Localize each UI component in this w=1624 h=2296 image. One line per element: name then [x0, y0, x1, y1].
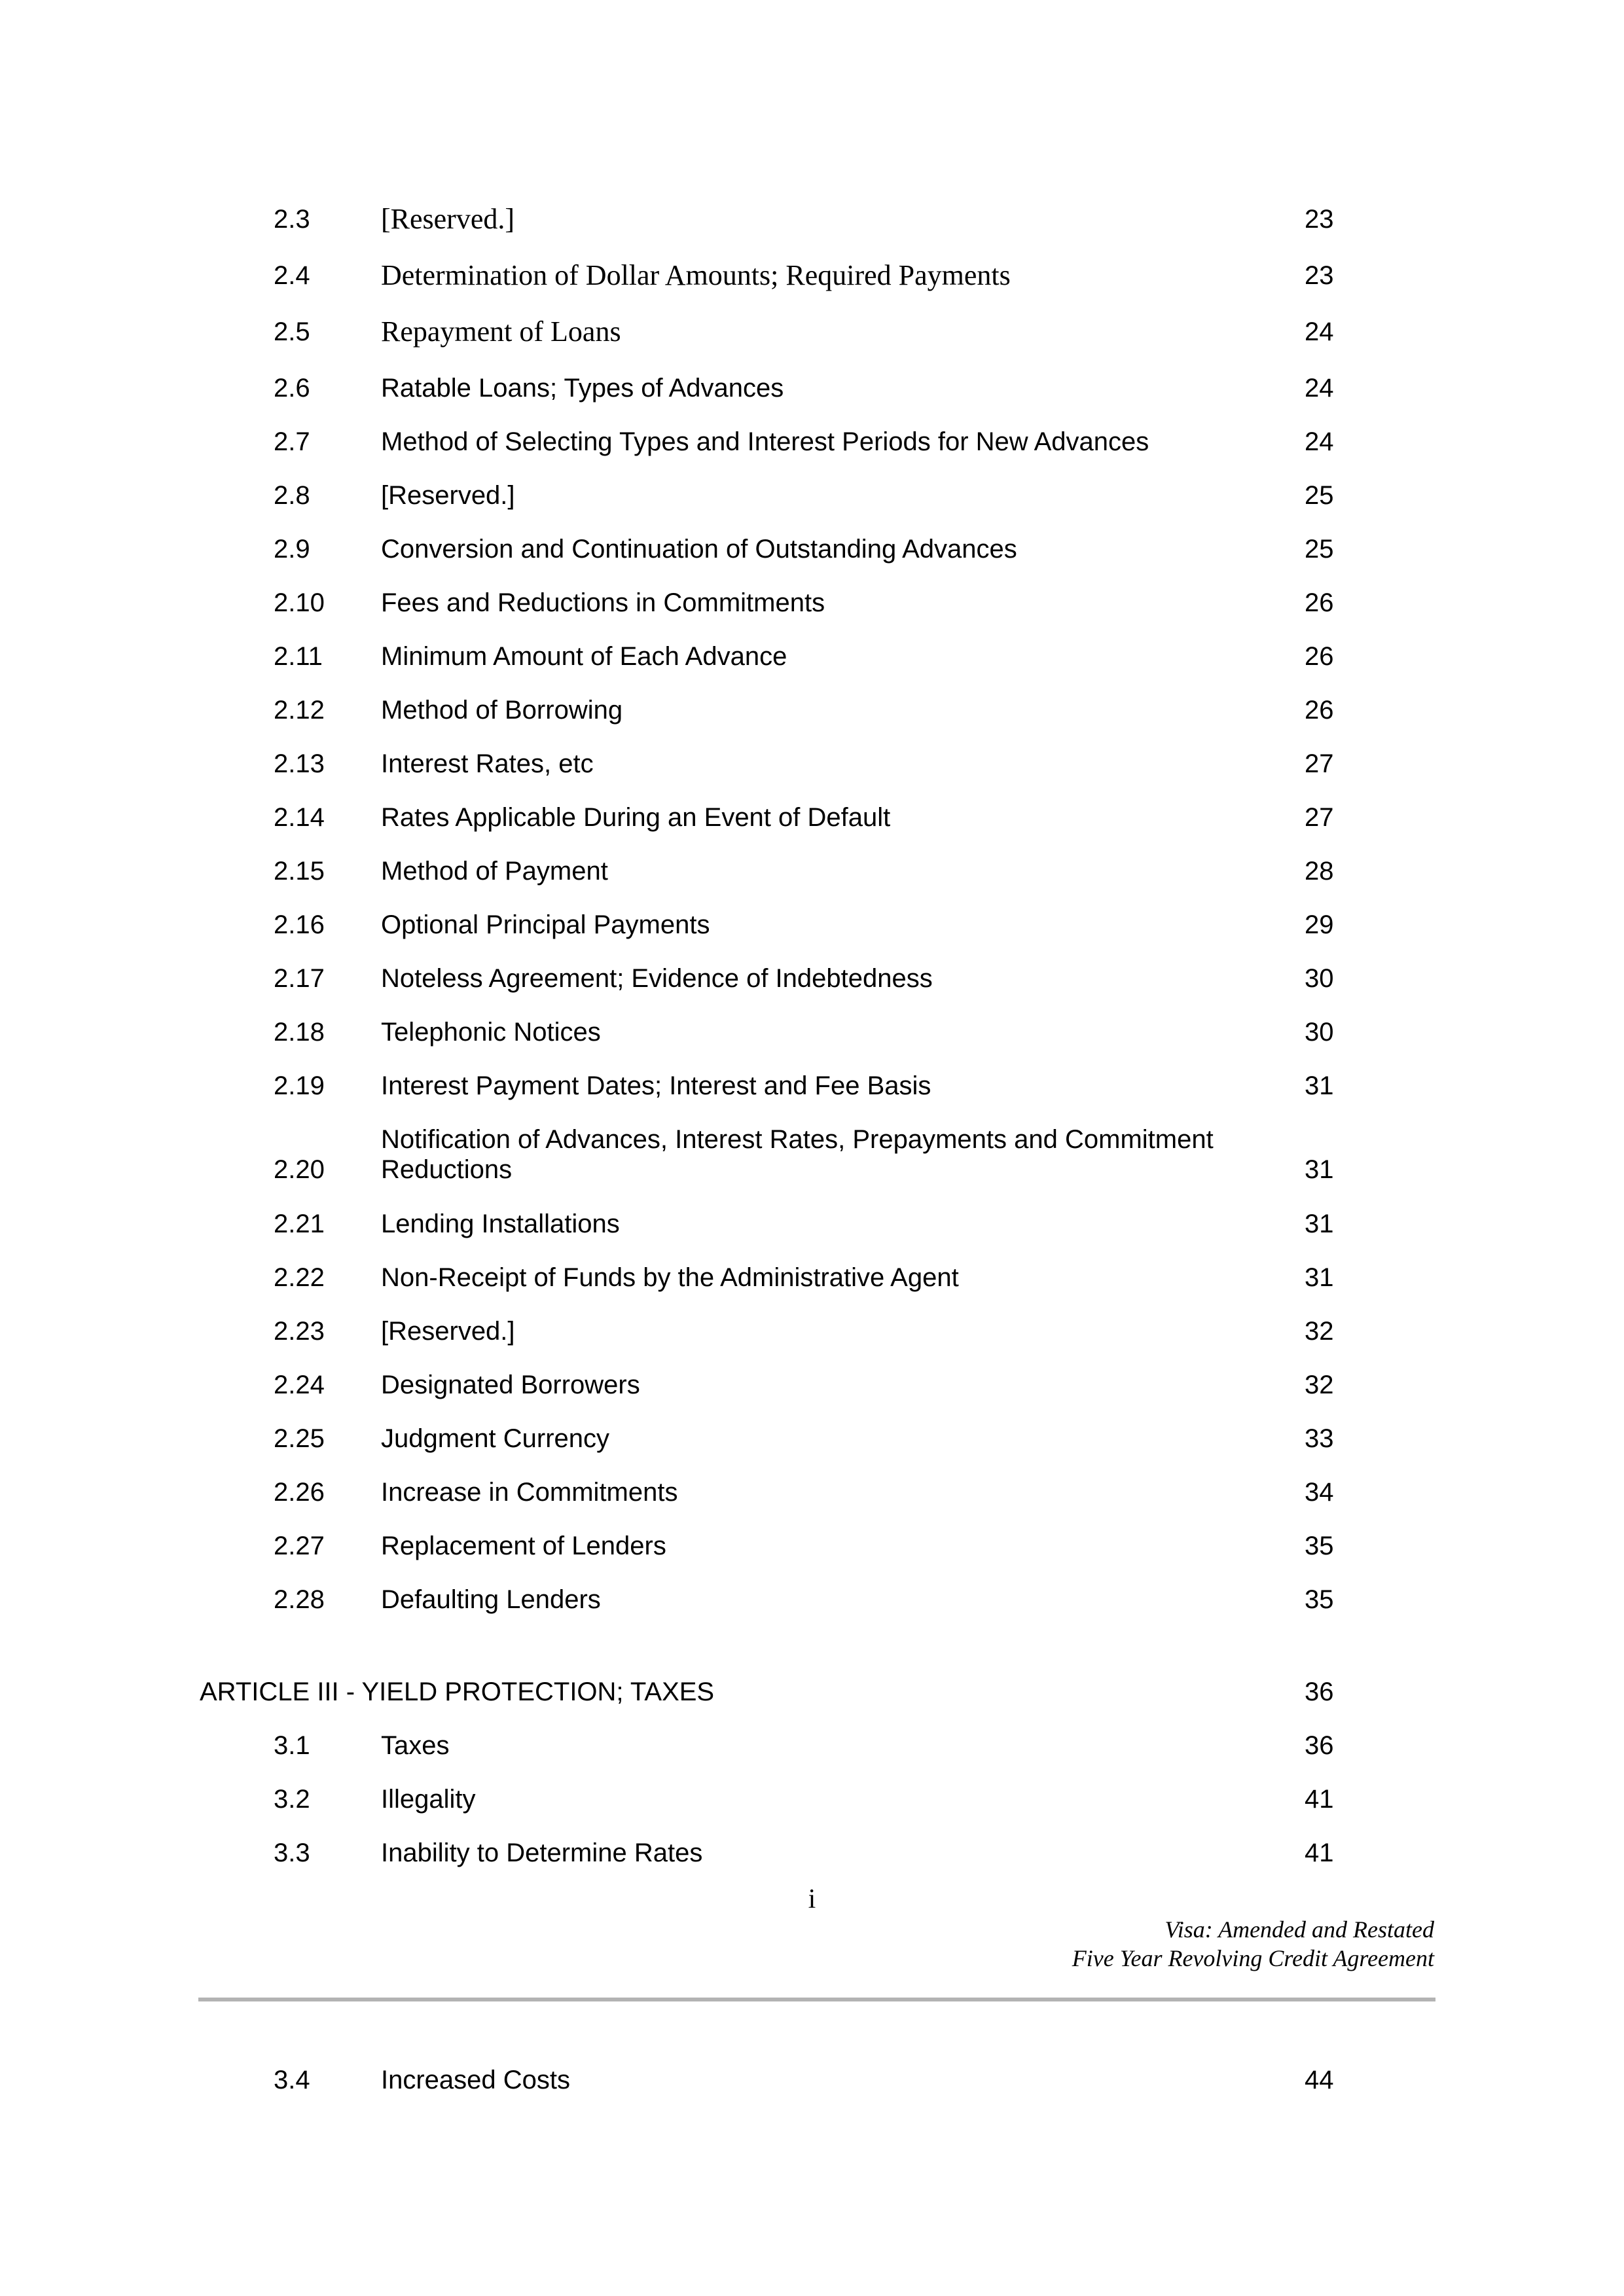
toc-row-title: Fees and Reductions in Commitments: [381, 588, 825, 617]
toc-row-page: 29: [1305, 910, 1334, 939]
toc-row-page: 27: [1305, 803, 1334, 832]
toc-row-page: 27: [1305, 749, 1334, 778]
toc-row-number: 3.1: [274, 1731, 310, 1760]
toc-row-page: 24: [1305, 374, 1334, 403]
toc-row-number: 2.27: [274, 1532, 325, 1560]
toc-row-title: [Reserved.]: [381, 481, 515, 510]
toc-row-title: Defaulting Lenders: [381, 1585, 601, 1614]
toc-row-title: Optional Principal Payments: [381, 910, 710, 939]
toc-row-title: Lending Installations: [381, 1210, 620, 1238]
toc-row-title: Minimum Amount of Each Advance: [381, 642, 787, 671]
toc-row-page: 26: [1305, 588, 1334, 617]
toc-row-number: 3.4: [274, 2066, 310, 2094]
document-footer: [1072, 1915, 1434, 1973]
toc-row-title: Ratable Loans; Types of Advances: [381, 374, 784, 403]
toc-row-title: Replacement of Lenders: [381, 1532, 666, 1560]
toc-row-title-line: Notification of Advances, Interest Rates, Prepayments and Commitment: [381, 1125, 1214, 1154]
toc-row-page: 32: [1305, 1371, 1334, 1399]
toc-row-title: [381, 1124, 1297, 1185]
toc-row-number: 3.3: [274, 1839, 310, 1867]
toc-row-page: 31: [1305, 1210, 1334, 1238]
toc-row-number: 2.8: [274, 481, 310, 510]
toc-row-number: 2.12: [274, 696, 325, 725]
toc-row-page: 31: [1305, 1071, 1334, 1100]
toc-row-page: 31: [1305, 1155, 1334, 1184]
toc-row-page: 35: [1305, 1585, 1334, 1614]
toc-row-number: 2.7: [274, 427, 310, 456]
toc-row-number: 2.18: [274, 1018, 325, 1047]
toc-row-title-line: Reductions: [381, 1155, 513, 1184]
toc-row-number: 2.4: [274, 261, 310, 290]
toc-row-number: 2.22: [274, 1263, 325, 1292]
toc-row-title: Conversion and Continuation of Outstanding Advances: [381, 535, 1017, 564]
toc-row-title: Method of Payment: [381, 857, 608, 886]
toc-row-number: 2.5: [274, 317, 310, 346]
toc-row-number: 2.9: [274, 535, 310, 564]
toc-row-number: 2.23: [274, 1317, 325, 1346]
toc-row-page: 26: [1305, 696, 1334, 725]
toc-row-page: 32: [1305, 1317, 1334, 1346]
toc-row-title: Illegality: [381, 1785, 476, 1814]
toc-row-page: 30: [1305, 964, 1334, 993]
footer-line: Five Year Revolving Credit Agreement: [1072, 1945, 1434, 1971]
article-page: 36: [1305, 1677, 1334, 1706]
toc-row-title: Noteless Agreement; Evidence of Indebtedness: [381, 964, 933, 993]
toc-row-title: Method of Borrowing: [381, 696, 623, 725]
toc-row-number: 2.20: [274, 1155, 325, 1184]
toc-row: [0, 1124, 1624, 1185]
toc-row-number: 2.3: [274, 205, 310, 234]
article-title: ARTICLE III - YIELD PROTECTION; TAXES: [200, 1677, 715, 1706]
toc-row-title: Repayment of Loans: [381, 315, 621, 348]
toc-row-number: 2.10: [274, 588, 325, 617]
toc-row-number: 2.28: [274, 1585, 325, 1614]
toc-row-title: Increase in Commitments: [381, 1478, 678, 1507]
toc-row-number: 2.15: [274, 857, 325, 886]
toc-row-page: 34: [1305, 1478, 1334, 1507]
toc-row-title: Telephonic Notices: [381, 1018, 601, 1047]
toc-row-title: Non-Receipt of Funds by the Administrative Agent: [381, 1263, 959, 1292]
toc-row-page: 41: [1305, 1839, 1334, 1867]
toc-row-title: Interest Payment Dates; Interest and Fee Basis: [381, 1071, 931, 1100]
toc-row-page: 25: [1305, 481, 1334, 510]
footer-line: Visa: Amended and Restated: [1164, 1916, 1434, 1943]
toc-row-number: 2.24: [274, 1371, 325, 1399]
toc-row-page: 36: [1305, 1731, 1334, 1760]
toc-row-page: 44: [1305, 2066, 1334, 2094]
toc-row-page: 28: [1305, 857, 1334, 886]
toc-row-number: 2.11: [274, 642, 323, 671]
toc-row-title: [Reserved.]: [381, 1317, 515, 1346]
toc-row-number: 2.19: [274, 1071, 325, 1100]
toc-row-page: 23: [1305, 205, 1334, 234]
toc-row-number: 2.17: [274, 964, 325, 993]
toc-row-title: Inability to Determine Rates: [381, 1839, 703, 1867]
toc-row-number: 2.21: [274, 1210, 325, 1238]
toc-row-number: 2.25: [274, 1424, 325, 1453]
page-number: i: [808, 1884, 816, 1914]
toc-row-title: [Reserved.]: [381, 203, 515, 235]
toc-row-page: 30: [1305, 1018, 1334, 1047]
toc-row-title: Increased Costs: [381, 2066, 571, 2094]
page-divider: [198, 1998, 1435, 2001]
toc-row-page: 25: [1305, 535, 1334, 564]
toc-row-page: 24: [1305, 427, 1334, 456]
toc-row-page: 41: [1305, 1785, 1334, 1814]
toc-row-number: 2.14: [274, 803, 325, 832]
toc-row-title: Method of Selecting Types and Interest Periods for New Advances: [381, 427, 1149, 456]
toc-row-title: Determination of Dollar Amounts; Required Payments: [381, 259, 1011, 291]
toc-row-number: 2.16: [274, 910, 325, 939]
toc-row-title: Judgment Currency: [381, 1424, 610, 1453]
toc-row-title: Taxes: [381, 1731, 450, 1760]
toc-row-title: Interest Rates, etc: [381, 749, 594, 778]
toc-row-number: 3.2: [274, 1785, 310, 1814]
toc-row-page: 33: [1305, 1424, 1334, 1453]
toc-row-title: Rates Applicable During an Event of Default: [381, 803, 891, 832]
toc-row-title: Designated Borrowers: [381, 1371, 640, 1399]
toc-row-page: 24: [1305, 317, 1334, 346]
toc-row-number: 2.6: [274, 374, 310, 403]
toc-row-page: 31: [1305, 1263, 1334, 1292]
toc-row-number: 2.13: [274, 749, 325, 778]
toc-row-number: 2.26: [274, 1478, 325, 1507]
toc-row-page: 35: [1305, 1532, 1334, 1560]
toc-row-page: 26: [1305, 642, 1334, 671]
toc-row-page: 23: [1305, 261, 1334, 290]
